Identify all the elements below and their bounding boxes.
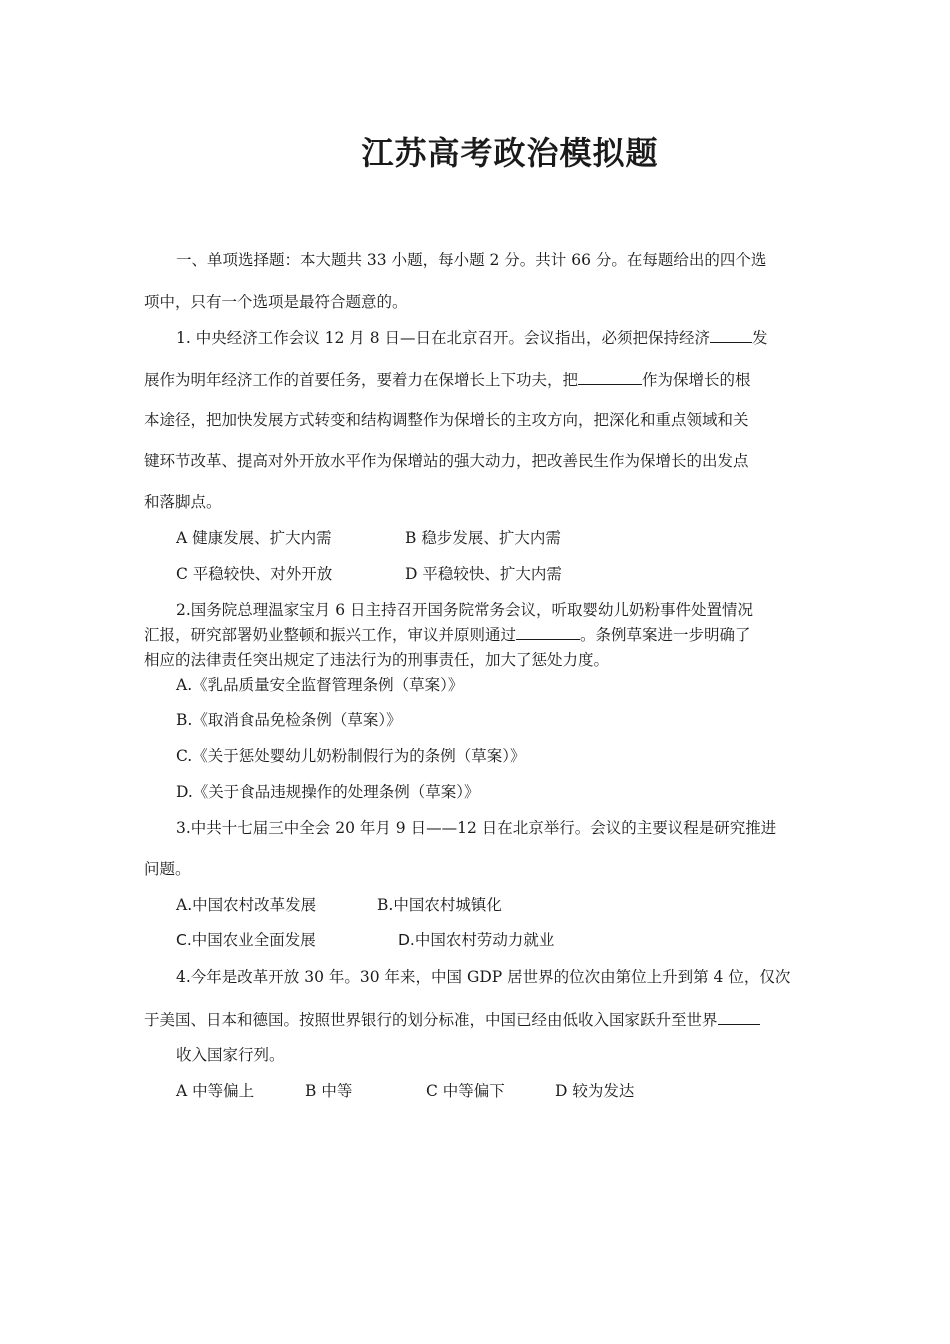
q3-option-d: D.中国农村劳动力就业 <box>398 931 555 949</box>
q4-option-d: D 较为发达 <box>555 1082 635 1100</box>
q1-stem-line-3: 本途径，把加快发展方式转变和结构调整作为保增长的主攻方向，把深化和重点领域和关 <box>144 411 749 429</box>
q2-option-c: C.《关于惩处婴幼儿奶粉制假行为的条例（草案）》 <box>176 747 526 765</box>
q1-stem-line-4: 键环节改革、提高对外开放水平作为保增站的强大动力，把改善民生作为保增长的出发点 <box>144 452 749 470</box>
q4-option-a: A 中等偏上 <box>176 1082 255 1100</box>
q4-stem-line-2 <box>144 1009 760 1030</box>
q2-stem-line-1: 2.国务院总理温家宝月 6 日主持召开国务院常务会议，听取婴幼儿奶粉事件处置情况 <box>176 601 754 619</box>
q4-option-c: C 中等偏下 <box>426 1082 505 1100</box>
q3-option-c: C.中国农业全面发展 <box>176 931 316 949</box>
document-title: 江苏高考政治模拟题 <box>361 134 659 172</box>
answer-blank <box>516 624 580 640</box>
section-intro-line-2: 项中，只有一个选项是最符合题意的。 <box>144 293 408 311</box>
q1-option-a: A 健康发展、扩大内需 <box>176 529 332 547</box>
q4-stem-line-1: 4.今年是改革开放 30 年。30 年来，中国 GDP 居世界的位次由第位上升到第 4 位，仅次 <box>176 968 791 986</box>
q1-option-b: B 稳步发展、扩大内需 <box>405 529 561 547</box>
q3-option-a: A.中国农村改革发展 <box>176 896 317 914</box>
q1-stem-line-1-end: 发 <box>752 329 768 347</box>
q1-stem-line-5: 和落脚点。 <box>144 493 222 511</box>
section-intro-line-1: 一、单项选择题：本大题共 33 小题，每小题 2 分。共计 66 分。在每题给出的四个选 <box>176 251 767 269</box>
answer-blank <box>578 369 642 385</box>
q3-stem-line-1: 3.中共十七届三中全会 20 年月 9 日——12 日在北京举行。会议的主要议程是研究推进 <box>176 819 777 837</box>
q4-option-b: B 中等 <box>305 1082 353 1100</box>
q4-stem-line-2-text: 于美国、日本和德国。按照世界银行的划分标准，中国已经由低收入国家跃升至世界 <box>144 1011 718 1029</box>
q1-option-c: C 平稳较快、对外开放 <box>176 565 333 583</box>
q2-stem-line-2-end: 。条例草案进一步明确了 <box>580 626 751 644</box>
q2-stem-line-2 <box>144 624 751 645</box>
q4-stem-line-3: 收入国家行列。 <box>176 1046 285 1064</box>
q3-stem-line-2: 问题。 <box>144 860 191 878</box>
q2-option-b: B.《取消食品免检条例（草案）》 <box>176 711 402 729</box>
q2-stem-line-2-text: 汇报，研究部署奶业整顿和振兴工作，审议并原则通过 <box>144 626 517 644</box>
answer-blank <box>710 327 752 343</box>
q2-option-d: D.《关于食品违规操作的处理条例（草案）》 <box>176 783 480 801</box>
q2-option-a: A.《乳品质量安全监督管理条例（草案）》 <box>176 676 464 694</box>
q1-option-d: D 平稳较快、扩大内需 <box>405 565 562 583</box>
answer-blank <box>718 1009 760 1025</box>
q1-stem-line-2-end: 作为保增长的根 <box>642 371 751 389</box>
q2-stem-line-3: 相应的法律责任突出规定了违法行为的刑事责任，加大了惩处力度。 <box>144 651 610 669</box>
q1-stem-line-1 <box>176 327 768 348</box>
q3-option-b: B.中国农村城镇化 <box>377 896 502 914</box>
q1-stem-line-2-text: 展作为明年经济工作的首要任务，要着力在保增长上下功夫，把 <box>144 371 579 389</box>
q1-stem-line-1-text: 1. 中央经济工作会议 12 月 8 日—日在北京召开。会议指出，必须把保持经济 <box>176 329 711 347</box>
q1-stem-line-2 <box>144 369 751 390</box>
